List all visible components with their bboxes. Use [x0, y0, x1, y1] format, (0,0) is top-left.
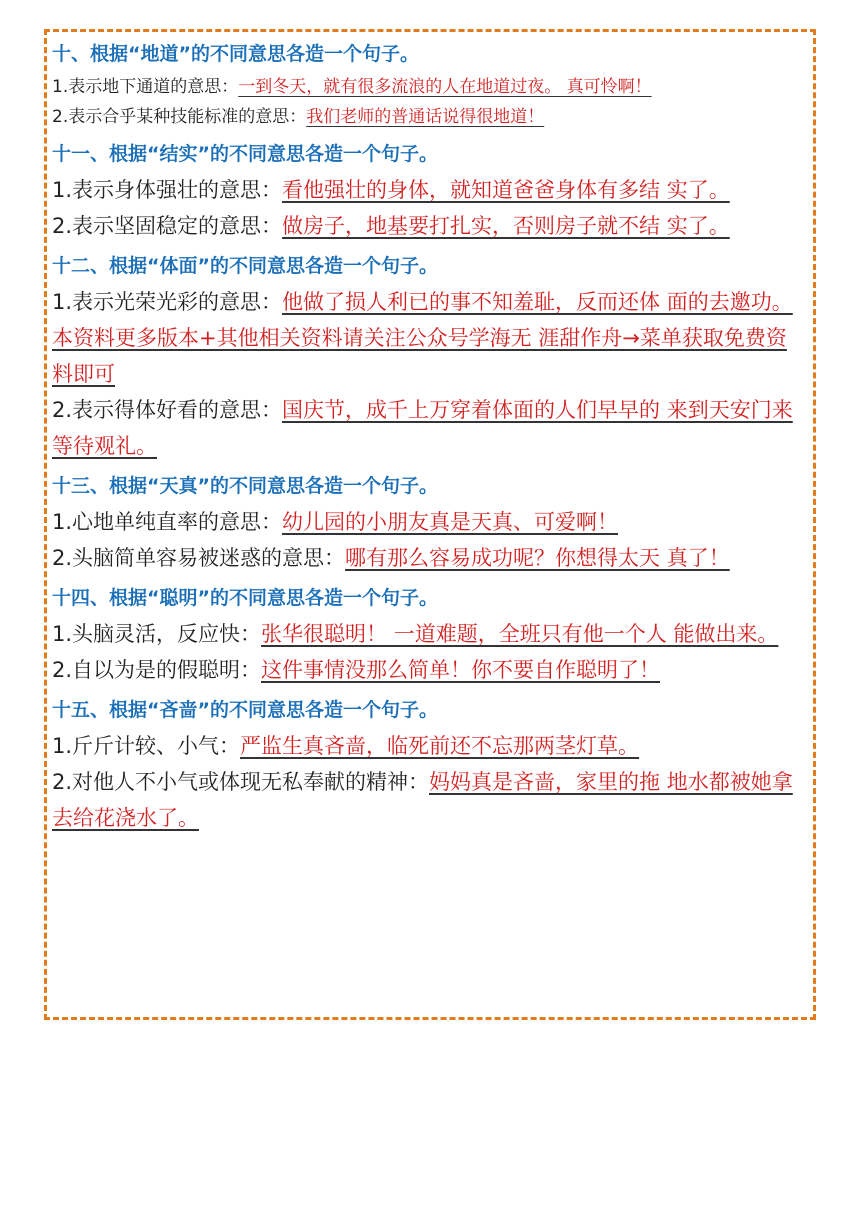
sentence-item: [52, 504, 797, 540]
section-title: 十一、根据“结实”的不同意思各造一个句子。: [52, 143, 438, 165]
sentence-item: [52, 652, 797, 688]
item-label: 1.头脑灵活，反应快：: [52, 622, 262, 646]
item-answer: 哪有那么容易成功呢？你想得太天 真了！: [345, 546, 730, 570]
item-answer: 我们老师的普通话说得很地道！: [306, 107, 545, 127]
item-answer: 看他强壮的身体，就知道爸爸身体有多结 实了。: [282, 178, 730, 202]
section-12: [52, 252, 797, 464]
section-11: [52, 140, 797, 244]
section-13: [52, 472, 797, 576]
sentence-item: [52, 284, 797, 392]
sentence-item: [52, 208, 797, 244]
sentence-item: [52, 102, 797, 132]
section-title: 十二、根据“体面”的不同意思各造一个句子。: [52, 255, 438, 277]
section-10: [52, 40, 797, 132]
section-14: [52, 584, 797, 688]
section-title: 十五、根据“吝啬”的不同意思各造一个句子。: [52, 699, 438, 721]
item-answer: 做房子，地基要打扎实，否则房子就不结 实了。: [282, 214, 730, 238]
section-title: 十四、根据“聪明”的不同意思各造一个句子。: [52, 587, 438, 609]
item-label: 2.表示坚固稳定的意思：: [52, 214, 283, 238]
section-15: [52, 696, 797, 836]
sentence-item: [52, 728, 797, 764]
section-title: 十、根据“地道”的不同意思各造一个句子。: [52, 43, 419, 65]
sentence-item: [52, 540, 797, 576]
item-answer: 妈妈真是吝啬，家里的拖 地水都被她拿去给花浇水了。: [52, 770, 793, 830]
item-label: 2.头脑简单容易被迷惑的意思：: [52, 546, 346, 570]
item-label: 2.表示合乎某种技能标准的意思：: [52, 107, 307, 127]
sentence-item: [52, 764, 797, 836]
item-label: 2.表示得体好看的意思：: [52, 398, 283, 422]
item-answer: 幼儿园的小朋友真是天真、可爱啊！: [282, 510, 619, 534]
item-label: 1.心地单纯直率的意思：: [52, 510, 283, 534]
item-answer: 严监生真吝啬，临死前还不忘那两茎灯草。: [240, 734, 640, 758]
item-answer: 国庆节，成千上万穿着体面的人们早早的 来到天安门来等待观礼。: [52, 398, 793, 458]
item-answer: 一到冬天，就有很多流浪的人在地道过夜。 真可怜啊！: [238, 77, 652, 97]
sentence-item: [52, 172, 797, 208]
item-label: 1.斤斤计较、小气：: [52, 734, 241, 758]
item-label: 2.对他人不小气或体现无私奉献的精神：: [52, 770, 430, 794]
sentence-item: [52, 616, 797, 652]
item-answer: 这件事情没那么简单！你不要自作聪明了！: [261, 658, 661, 682]
item-answer: 张华很聪明！ 一道难题，全班只有他一个人 能做出来。: [261, 622, 779, 646]
item-label: 1.表示光荣光彩的意思：: [52, 290, 283, 314]
section-title: 十三、根据“天真”的不同意思各造一个句子。: [52, 475, 438, 497]
item-answer: 他做了损人利已的事不知羞耻，反而还体 面的去邀功。本资料更多版本+其他相关资料请关注公众号学海无 涯甜作舟→菜单获取免费资料即可: [52, 290, 793, 386]
item-label: 1.表示身体强壮的意思：: [52, 178, 283, 202]
sentence-item: [52, 392, 797, 464]
sentence-item: [52, 72, 797, 102]
item-label: 2.自以为是的假聪明：: [52, 658, 262, 682]
item-label: 1.表示地下通道的意思：: [52, 77, 239, 97]
worksheet-content: [52, 38, 797, 836]
